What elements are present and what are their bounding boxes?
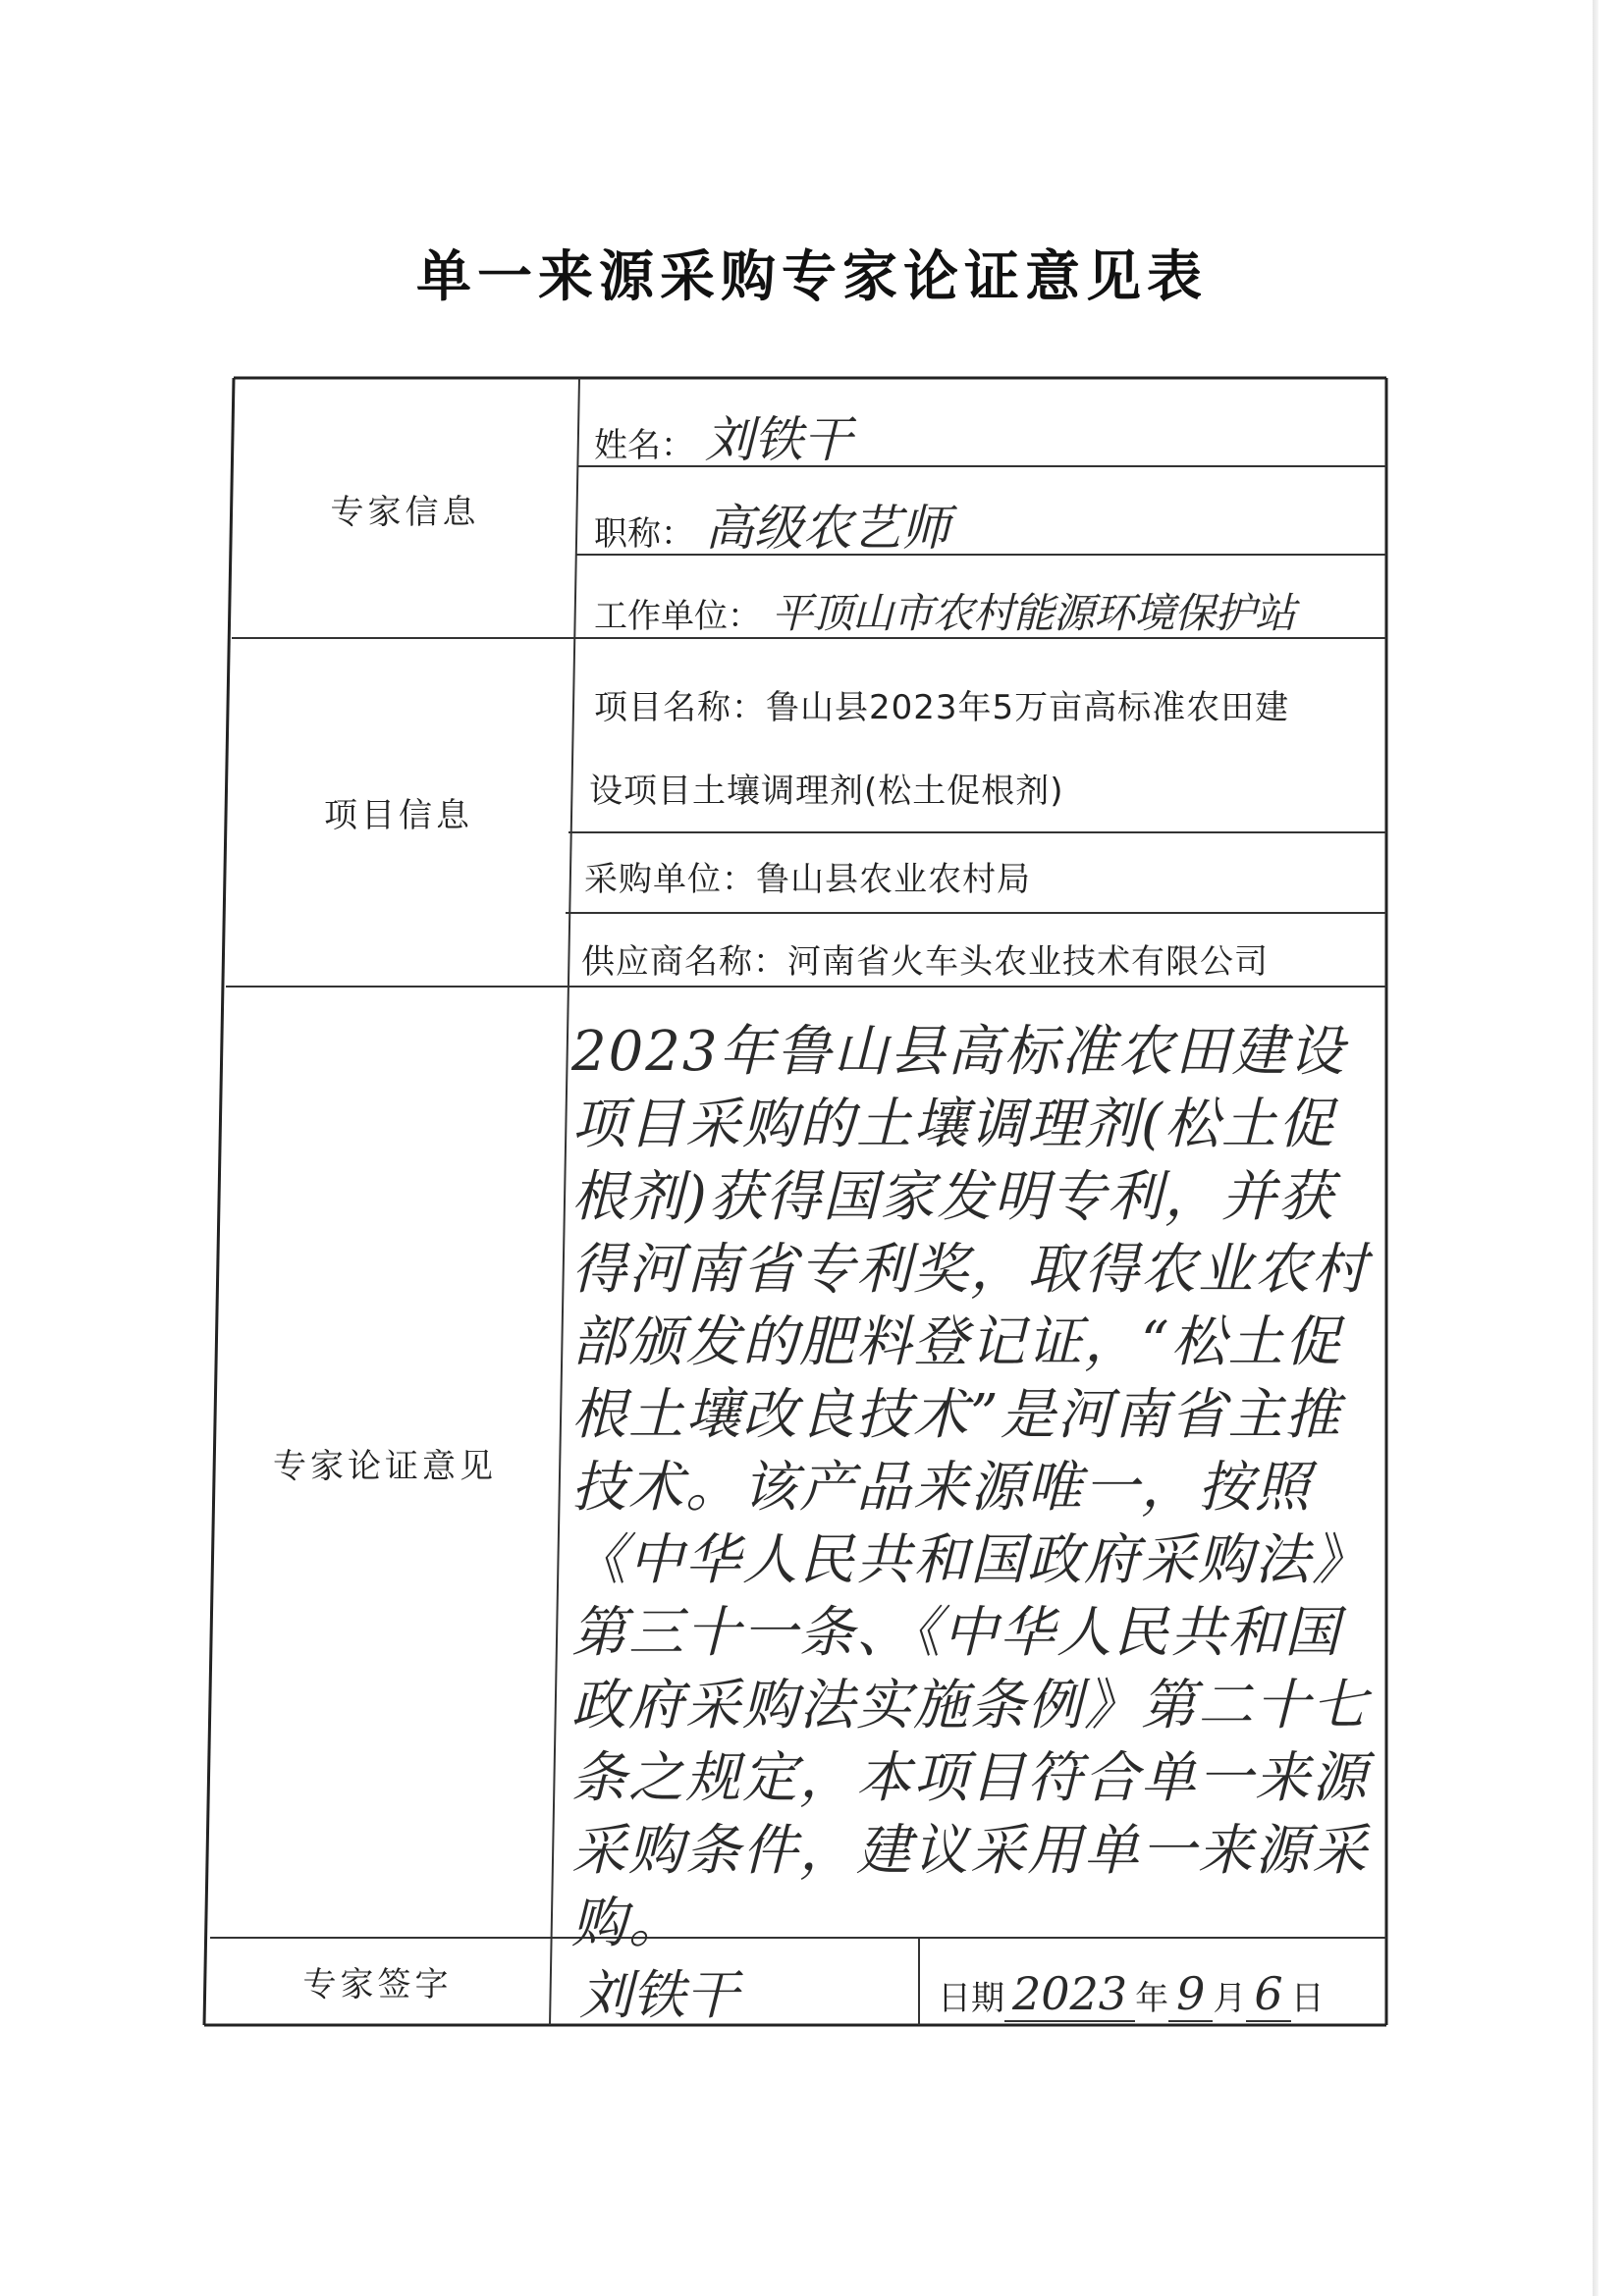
- date-year: 2023: [1004, 1967, 1135, 2022]
- opinion-label: 专家论证意见: [273, 1446, 497, 1486]
- project-name-label: 项目名称：: [594, 688, 766, 727]
- supplier-label: 供应商名称：: [581, 942, 787, 982]
- date-day-unit: 日: [1290, 1979, 1325, 2018]
- name-value: 刘铁干: [704, 411, 852, 468]
- expert-info-label: 专家信息: [330, 492, 480, 532]
- project-name-line2: 设项目土壤调理剂(松土促根剂): [589, 772, 1064, 811]
- project-name-line1: [594, 680, 1289, 728]
- purchaser-row: [584, 852, 1031, 900]
- date-day: 6: [1246, 1967, 1290, 2022]
- opinion-text: 2023年鲁山县高标准农田建设项目采购的土壤调理剂(松土促根剂)获得国家发明专利，并获得河南省专利奖，取得农业农村部颁发的肥料登记证，“松土促根土壤改良技术”是河南省主推技术。该产品来源唯一，按照《中华人民共和国政府采购法》第三十一条、《中华人民共和国政府采购法实施条例》第二十七条之规定，本项目符合单一来源采购条件，建议采用单一来源采购。: [571, 1020, 1369, 1955]
- unit-value: 平顶山市农村能源环境保护站: [771, 589, 1295, 637]
- title-label: 职称：: [594, 514, 694, 554]
- unit-label: 工作单位：: [594, 597, 761, 636]
- date-label: 日期: [938, 1979, 1004, 2018]
- date-month-unit: 月: [1213, 1979, 1247, 2018]
- purchaser-label: 采购单位：: [584, 860, 756, 899]
- project-info-label: 项目信息: [324, 795, 473, 835]
- date-month: 9: [1168, 1967, 1213, 2022]
- date-year-unit: 年: [1135, 1979, 1169, 2018]
- project-name-text-1: 鲁山县2023年5万亩高标准农田建: [766, 688, 1290, 727]
- title-row: [594, 489, 950, 560]
- signature-label: 专家签字: [302, 1965, 453, 2004]
- page-title: 单一来源采购专家论证意见表: [416, 244, 1208, 309]
- supplier-row: [581, 934, 1269, 983]
- unit-row: [594, 581, 1295, 640]
- date-row: [938, 1967, 1325, 2020]
- supplier-value: 河南省火车头农业技术有限公司: [787, 942, 1269, 982]
- name-label: 姓名：: [594, 426, 694, 465]
- title-value: 高级农艺师: [704, 500, 950, 557]
- name-row: [594, 400, 852, 471]
- expert-signature: 刘铁干: [579, 1964, 738, 2026]
- purchaser-value: 鲁山县农业农村局: [756, 860, 1031, 899]
